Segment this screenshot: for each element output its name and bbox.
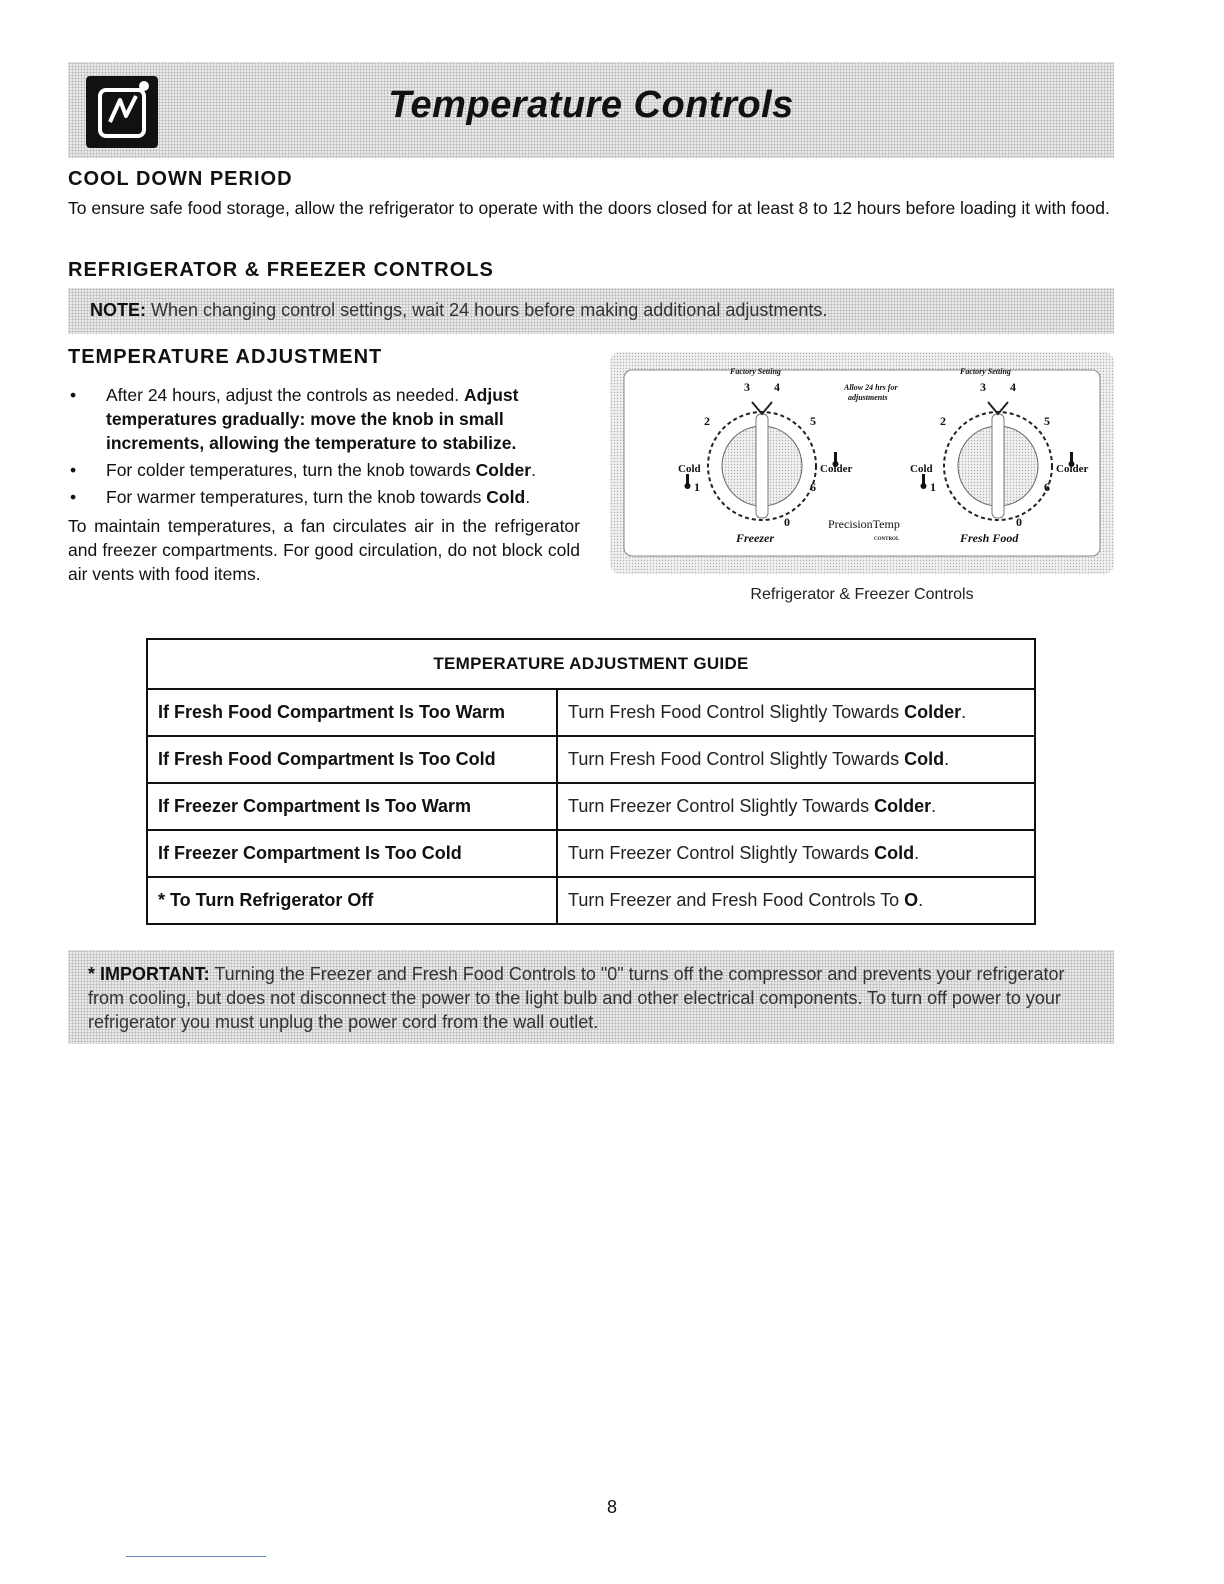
dial-number: 0 xyxy=(1016,515,1022,529)
table-row xyxy=(147,783,1035,830)
action-text: Turn Freezer Control Slightly Towards xyxy=(568,796,875,816)
important-label: * IMPORTANT: xyxy=(88,964,210,984)
action-bold: O xyxy=(904,890,919,910)
bullet-item xyxy=(68,485,588,509)
fresh-food-factory-label: Factory Setting xyxy=(960,367,1011,376)
action-bold: Cold xyxy=(874,843,915,863)
bullet-dot: • xyxy=(70,460,77,480)
action-cell xyxy=(557,689,1035,736)
important-box xyxy=(68,950,1114,1044)
action-bold: Colder xyxy=(874,796,932,816)
fresh-food-cold-label: Cold xyxy=(910,463,933,475)
dial-number: 5 xyxy=(810,414,816,428)
dial-number: 6 xyxy=(810,480,816,494)
table-row xyxy=(147,736,1035,783)
cool-down-heading: COOL DOWN PERIOD xyxy=(68,168,293,190)
action-cell xyxy=(557,830,1035,877)
footer-line xyxy=(126,1556,266,1557)
bullet-dot: • xyxy=(70,487,77,507)
bullet-bold: Colder xyxy=(475,460,532,480)
table-row xyxy=(147,830,1035,877)
table-title: TEMPERATURE ADJUSTMENT GUIDE xyxy=(147,639,1035,689)
dial-number: 4 xyxy=(1010,380,1016,394)
adjustment-bullets xyxy=(68,383,588,512)
freezer-cold-label: Cold xyxy=(678,463,701,475)
action-end: . xyxy=(944,749,950,769)
page-title: Temperature Controls xyxy=(388,84,794,126)
adjustment-guide-table xyxy=(146,638,1036,925)
bullet-end: . xyxy=(525,487,531,507)
bullet-item xyxy=(68,383,588,455)
action-text: Turn Freezer and Fresh Food Controls To xyxy=(568,890,905,910)
note-paragraph xyxy=(90,300,827,321)
bullet-text: After 24 hours, adjust the controls as needed. xyxy=(106,385,464,405)
note-label: NOTE: xyxy=(90,300,146,320)
bullet-item xyxy=(68,458,588,482)
allow-note: Allow 24 hrs for xyxy=(844,383,898,392)
dial-number: 6 xyxy=(1044,480,1050,494)
controls-diagram-svg xyxy=(610,352,1114,574)
dial-number: 1 xyxy=(930,480,936,494)
note-text: When changing control settings, wait 24 hours before making additional adjustments. xyxy=(146,300,828,320)
bullet-bold: Cold xyxy=(486,487,526,507)
important-text: Turning the Freezer and Fresh Food Controls to "0" turns off the compressor and prevents your refrigerator from cooling, but does not disconnect the power to the light bulb and other electrical components. To turn off power to your refrigerator you must unplug the power cord from the wall outlet. xyxy=(88,964,1065,1032)
table-row xyxy=(147,877,1035,924)
note-box xyxy=(68,288,1114,334)
bullet-end: . xyxy=(531,460,536,480)
dial-number: 2 xyxy=(704,414,710,428)
action-text: Turn Freezer Control Slightly Towards xyxy=(568,843,875,863)
header-banner xyxy=(68,62,1114,158)
action-text: Turn Fresh Food Control Slightly Towards xyxy=(568,749,905,769)
adjustment-heading: TEMPERATURE ADJUSTMENT xyxy=(68,346,383,368)
action-text: Turn Fresh Food Control Slightly Towards xyxy=(568,702,905,722)
dial-number: 0 xyxy=(784,515,790,529)
action-end: . xyxy=(931,796,937,816)
bullet-dot: • xyxy=(70,385,77,405)
action-bold: Colder xyxy=(904,702,962,722)
condition-cell: If Freezer Compartment Is Too Warm xyxy=(147,783,557,830)
cool-down-text: To ensure safe food storage, allow the refrigerator to operate with the doors closed for at least 8 to 12 hours before loading it with food. xyxy=(68,198,1110,218)
table-row xyxy=(147,689,1035,736)
bullet-bold: Adjust temperatures gradually: move the knob in small increments, allowing the temperature to stabilize. xyxy=(106,385,519,453)
bullet-text: For warmer temperatures, turn the knob towards xyxy=(106,487,487,507)
diagram-caption: Refrigerator & Freezer Controls xyxy=(750,586,974,603)
action-end: . xyxy=(961,702,967,722)
brand-sub-label: CONTROL xyxy=(874,537,900,542)
condition-cell: If Freezer Compartment Is Too Cold xyxy=(147,830,557,877)
dial-number: 4 xyxy=(774,380,780,394)
fresh-food-label: Fresh Food xyxy=(960,531,1019,545)
fresh-food-colder-label: Colder xyxy=(1056,463,1089,475)
condition-cell: If Fresh Food Compartment Is Too Cold xyxy=(147,736,557,783)
action-cell xyxy=(557,736,1035,783)
action-cell xyxy=(557,877,1035,924)
brand-label: PrecisionTemp xyxy=(828,517,900,531)
controls-heading: REFRIGERATOR & FREEZER CONTROLS xyxy=(68,259,494,281)
dial-number: 5 xyxy=(1044,414,1050,428)
dial-number: 2 xyxy=(940,414,946,428)
action-end: . xyxy=(914,843,920,863)
condition-cell: * To Turn Refrigerator Off xyxy=(147,877,557,924)
controls-diagram xyxy=(610,352,1114,574)
freezer-label: Freezer xyxy=(736,531,774,545)
action-end: . xyxy=(918,890,924,910)
page-number: 8 xyxy=(606,1497,617,1517)
action-cell xyxy=(557,783,1035,830)
dial-number: 3 xyxy=(744,380,750,394)
dial-number: 3 xyxy=(980,380,986,394)
action-bold: Cold xyxy=(904,749,945,769)
dial-number: 1 xyxy=(694,480,700,494)
table-header-row xyxy=(147,639,1035,689)
condition-cell: If Fresh Food Compartment Is Too Warm xyxy=(147,689,557,736)
bullet-text: For colder temperatures, turn the knob towards xyxy=(106,460,476,480)
freezer-colder-label: Colder xyxy=(820,463,853,475)
circulation-text: To maintain temperatures, a fan circulates air in the refrigerator and freezer compartments. For good circulation, do not block cold air vents with food items. xyxy=(68,516,580,584)
important-paragraph xyxy=(88,962,1100,1034)
freezer-factory-label: Factory Setting xyxy=(730,367,781,376)
allow-note-2: adjustments xyxy=(848,393,888,402)
